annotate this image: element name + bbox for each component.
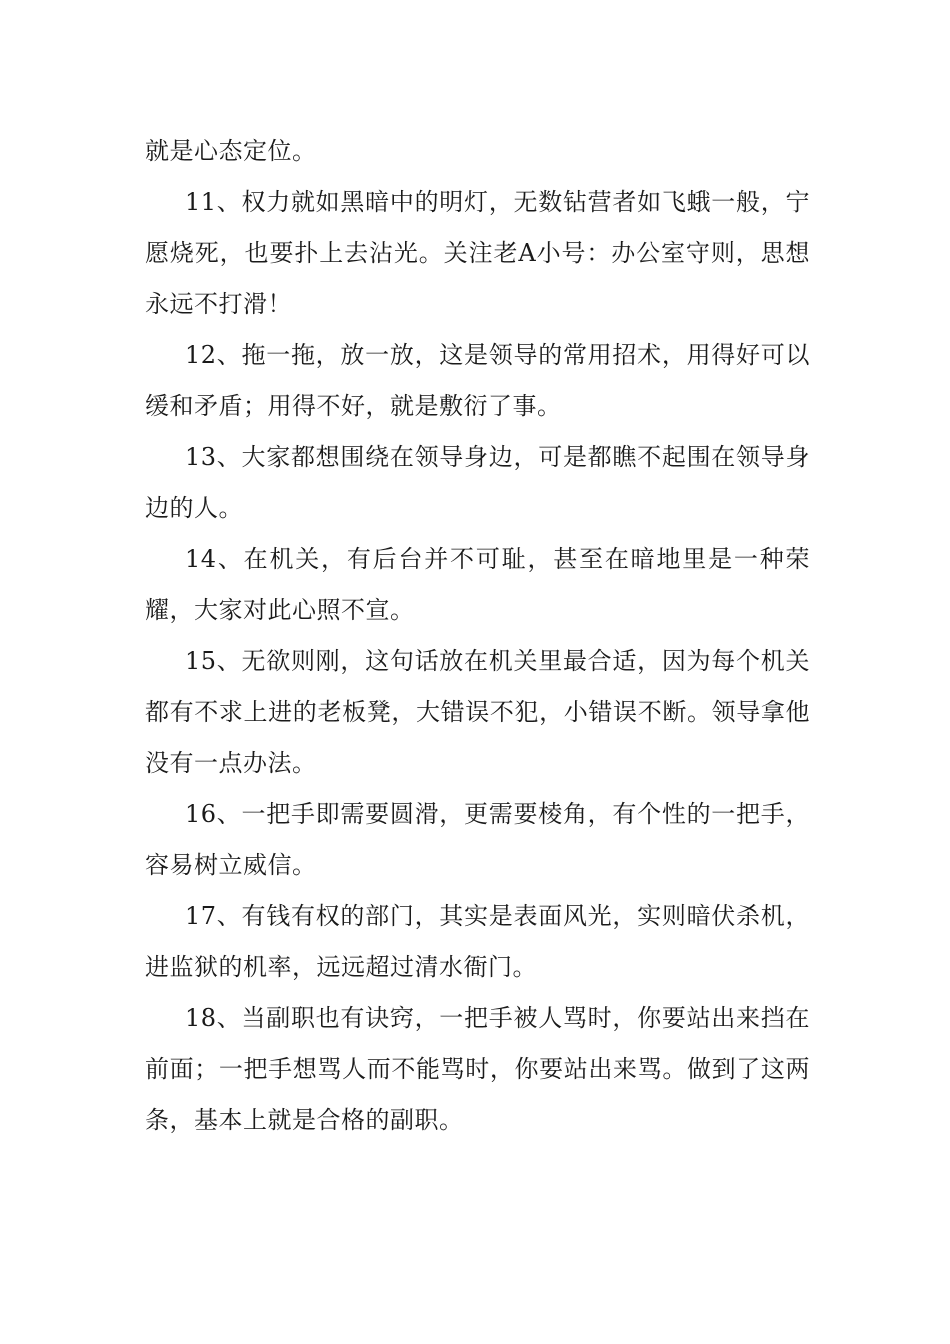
paragraph-continuation: 就是心态定位。 <box>145 137 317 165</box>
paragraph-item-16: 16、一把手即需要圆滑，更需要棱角，有个性的一把手，容易树立威信。 <box>145 800 810 879</box>
paragraph-item-13: 13、大家都想围绕在领导身边，可是都瞧不起围在领导身边的人。 <box>145 443 810 522</box>
paragraph-item-12: 12、拖一拖，放一放，这是领导的常用招术，用得好可以缓和矛盾；用得不好，就是敷衍了事。 <box>145 341 810 420</box>
paragraph-item-11: 11、权力就如黑暗中的明灯，无数钻营者如飞蛾一般，宁愿烧死，也要扑上去沾光。关注老A小号：办公室守则，思想永远不打滑！ <box>145 188 810 318</box>
paragraph-item-17: 17、有钱有权的部门，其实是表面风光，实则暗伏杀机，进监狱的机率，远远超过清水衙门。 <box>145 902 810 981</box>
document-body <box>145 126 810 1146</box>
paragraph-item-18: 18、当副职也有诀窍，一把手被人骂时，你要站出来挡在前面；一把手想骂人而不能骂时，你要站出来骂。做到了这两条，基本上就是合格的副职。 <box>145 1004 810 1134</box>
paragraph-item-15: 15、无欲则刚，这句话放在机关里最合适，因为每个机关都有不求上进的老板凳，大错误不犯，小错误不断。领导拿他没有一点办法。 <box>145 647 810 777</box>
paragraph-item-14: 14、在机关，有后台并不可耻，甚至在暗地里是一种荣耀，大家对此心照不宣。 <box>145 545 810 624</box>
